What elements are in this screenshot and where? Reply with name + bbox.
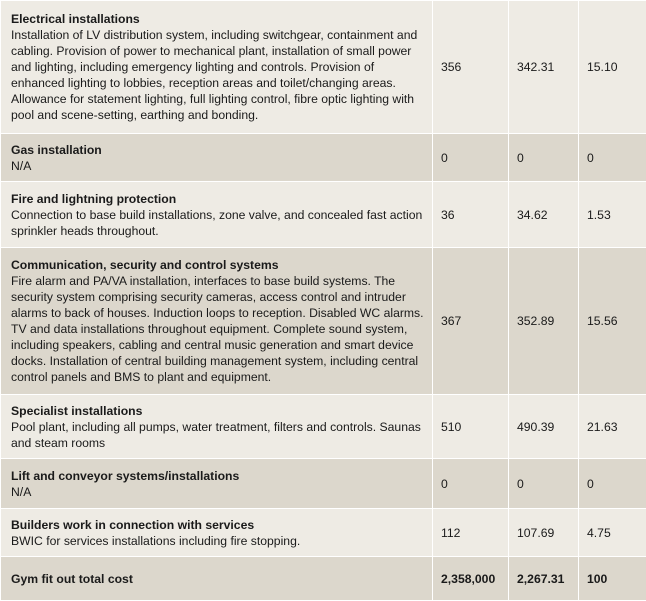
item-cell — [1, 395, 433, 459]
total-cost-cell: 367 — [433, 248, 509, 395]
table-row — [1, 248, 646, 395]
item-cell — [1, 134, 433, 182]
item-title: Builders work in connection with services — [11, 517, 426, 533]
grand-total-cost: 2,358,000 — [433, 557, 509, 601]
cost-per-m2-cell: 342.31 — [509, 1, 579, 134]
item-cell — [1, 248, 433, 395]
cost-per-m2-cell: 490.39 — [509, 395, 579, 459]
table-row — [1, 395, 646, 459]
cost-per-m2-cell: 0 — [509, 459, 579, 509]
cost-per-m2-cell: 352.89 — [509, 248, 579, 395]
table-row — [1, 1, 646, 134]
percent-cell: 1.53 — [579, 182, 646, 248]
item-cell — [1, 509, 433, 557]
item-description: Pool plant, including all pumps, water treatment, filters and controls. Saunas and steam rooms — [11, 419, 426, 451]
percent-cell: 15.56 — [579, 248, 646, 395]
percent-cell: 0 — [579, 134, 646, 182]
item-description: N/A — [11, 484, 426, 500]
percent-cell: 0 — [579, 459, 646, 509]
total-cost-cell: 510 — [433, 395, 509, 459]
item-description: Connection to base build installations, zone valve, and concealed fast action sprinkler heads throughout. — [11, 207, 426, 239]
cost-per-m2-cell: 107.69 — [509, 509, 579, 557]
item-title: Fire and lightning protection — [11, 191, 426, 207]
item-title: Specialist installations — [11, 403, 426, 419]
total-cost-cell: 0 — [433, 459, 509, 509]
table-row — [1, 459, 646, 509]
percent-cell: 21.63 — [579, 395, 646, 459]
item-description: N/A — [11, 158, 426, 174]
grand-total-percent: 100 — [579, 557, 646, 601]
item-description: Fire alarm and PA/VA installation, interfaces to base build systems. The security system comprising security cameras, access control and intruder alarms to back of houses. Induction loops to reception. Disabled WC alarms. TV and data installations throughout equipment. Complete sound system, including speakers, cabling and central music generation and smart device docks. Installation of central building management system, including central control panels and BMS to plant and equipment. — [11, 273, 426, 385]
total-cost-cell: 36 — [433, 182, 509, 248]
item-title: Communication, security and control systems — [11, 257, 426, 273]
table-row — [1, 182, 646, 248]
table-row — [1, 509, 646, 557]
percent-cell: 15.10 — [579, 1, 646, 134]
total-label: Gym fit out total cost — [1, 557, 433, 601]
cost-per-m2-cell: 0 — [509, 134, 579, 182]
item-title: Electrical installations — [11, 11, 426, 27]
cost-per-m2-cell: 34.62 — [509, 182, 579, 248]
item-title: Lift and conveyor systems/installations — [11, 468, 426, 484]
item-description: Installation of LV distribution system, including switchgear, containment and cabling. Provision of power to mechanical plant, installation of small power and lighting, including emergency lighting and controls. Provision of enhanced lighting to lobbies, reception areas and toilet/changing areas. Allowance for statement lighting, full lighting control, fibre optic lighting with pool and scene-setting, earthing and bonding. — [11, 27, 426, 123]
item-cell — [1, 459, 433, 509]
item-title: Gas installation — [11, 142, 426, 158]
table-row — [1, 134, 646, 182]
item-cell — [1, 182, 433, 248]
total-cost-cell: 356 — [433, 1, 509, 134]
percent-cell: 4.75 — [579, 509, 646, 557]
total-cost-cell: 0 — [433, 134, 509, 182]
total-cost-cell: 112 — [433, 509, 509, 557]
item-description: BWIC for services installations including fire stopping. — [11, 533, 426, 549]
total-row — [1, 557, 646, 601]
grand-total-per-m2: 2,267.31 — [509, 557, 579, 601]
item-cell — [1, 1, 433, 134]
